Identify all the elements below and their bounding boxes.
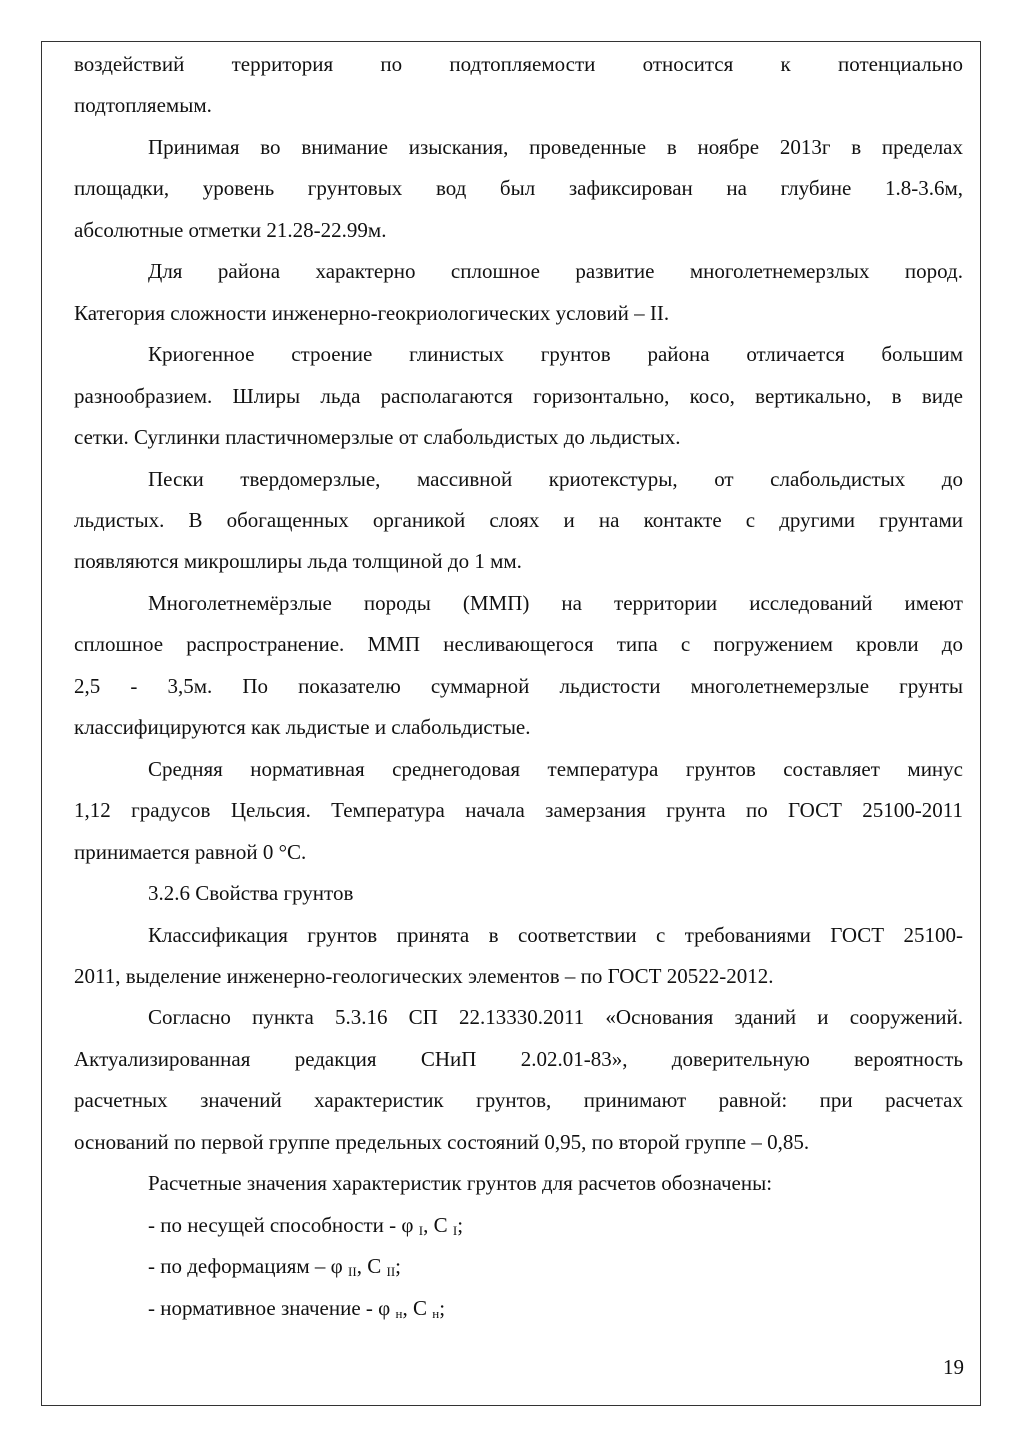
- text-segment: , С: [402, 1295, 433, 1320]
- text-line: Принимая во внимание изыскания, проведенные в ноябре 2013г в пределах: [148, 134, 963, 159]
- text-line: сетки. Суглинки пластичномерзлые от слабольдистых до льдистых.: [74, 425, 681, 450]
- paragraph: [74, 1163, 963, 1204]
- text-line: Актуализированная редакция СНиП 2.02.01-83», доверительную вероятность: [74, 1046, 963, 1071]
- text-line: оснований по первой группе предельных состояний 0,95, по второй группе – 0,85.: [74, 1129, 810, 1154]
- paragraph: [74, 873, 963, 914]
- paragraph: [74, 749, 963, 873]
- subscript: н: [432, 1305, 440, 1321]
- text-line: Категория сложности инженерно-геокриологических условий – II.: [74, 300, 670, 325]
- paragraph: [74, 127, 963, 251]
- text-line: воздействий территория по подтопляемости относится к потенциально: [74, 52, 963, 76]
- text-line: 2,5 - 3,5м. По показателю суммарной льдистости многолетнемерзлые грунты: [74, 673, 963, 698]
- text-segment: ;: [439, 1295, 446, 1320]
- text-line: 2011, выделение инженерно-геологических элементов – по ГОСТ 20522-2012.: [74, 963, 774, 988]
- text-line: Многолетнемёрзлые породы (ММП) на территории исследований имеют: [148, 590, 963, 615]
- text-segment: - по деформациям – φ: [148, 1254, 349, 1279]
- text-line: Классификация грунтов принята в соответствии с требованиями ГОСТ 25100-: [148, 922, 963, 947]
- paragraph: [74, 334, 963, 458]
- page-number: 19: [943, 1355, 964, 1379]
- paragraph: [74, 997, 963, 1163]
- text-segment: ;: [457, 1212, 464, 1237]
- paragraph: [74, 251, 963, 334]
- text-line: принимается равной 0 °С.: [74, 839, 307, 864]
- text-line: сплошное распространение. ММП несливающегося типа с погружением кровли до: [74, 632, 963, 657]
- text-line: подтопляемым.: [74, 93, 212, 118]
- text-line: разнообразием. Шлиры льда располагаются горизонтально, косо, вертикально, в виде: [74, 383, 963, 408]
- paragraph: [74, 44, 963, 127]
- paragraph: [74, 459, 963, 583]
- text-line: классифицируются как льдистые и слабольдистые.: [74, 715, 531, 740]
- text-line: 3.2.6 Свойства грунтов: [148, 881, 354, 906]
- list-item: [74, 1288, 963, 1329]
- text-line: 1,12 градусов Цельсия. Температура начала замерзания грунта по ГОСТ 25100-2011: [74, 798, 963, 823]
- text-line: Для района характерно сплошное развитие многолетнемерзлых пород.: [148, 259, 963, 284]
- text-line: абсолютные отметки 21.28-22.99м.: [74, 217, 387, 242]
- subscript: I: [452, 1222, 458, 1238]
- paragraph: [74, 915, 963, 998]
- document-body: [74, 44, 963, 1329]
- text-line: льдистых. В обогащенных органикой слоях и на контакте с другими грунтами: [74, 507, 963, 532]
- text-segment: - нормативное значение - φ: [148, 1295, 396, 1320]
- text-line: появляются микрошлиры льда толщиной до 1 мм.: [74, 549, 522, 574]
- text-segment: ;: [395, 1254, 401, 1279]
- subscript: II: [348, 1264, 357, 1280]
- text-segment: , С: [356, 1254, 387, 1279]
- list-item: [74, 1205, 963, 1246]
- subscript: I: [418, 1222, 424, 1238]
- text-line: Криогенное строение глинистых грунтов района отличается большим: [148, 342, 963, 367]
- text-line: Согласно пункта 5.3.16 СП 22.13330.2011 «Основания зданий и сооружений.: [148, 1005, 963, 1030]
- list-item: [74, 1246, 963, 1287]
- text-segment: - по несущей способности - φ: [148, 1212, 419, 1237]
- paragraph: [74, 583, 963, 749]
- subscript: II: [386, 1264, 396, 1280]
- text-line: Расчетные значения характеристик грунтов для расчетов обозначены:: [148, 1171, 773, 1196]
- text-line: расчетных значений характеристик грунтов, принимают равной: при расчетах: [74, 1088, 963, 1113]
- text-segment: , С: [423, 1212, 453, 1237]
- text-line: площадки, уровень грунтовых вод был зафиксирован на глубине 1.8-3.6м,: [74, 176, 963, 201]
- text-line: Пески твердомерзлые, массивной криотекстуры, от слабольдистых до: [148, 466, 963, 491]
- subscript: н: [395, 1305, 403, 1321]
- text-line: Средняя нормативная среднегодовая температура грунтов составляет минус: [148, 756, 963, 781]
